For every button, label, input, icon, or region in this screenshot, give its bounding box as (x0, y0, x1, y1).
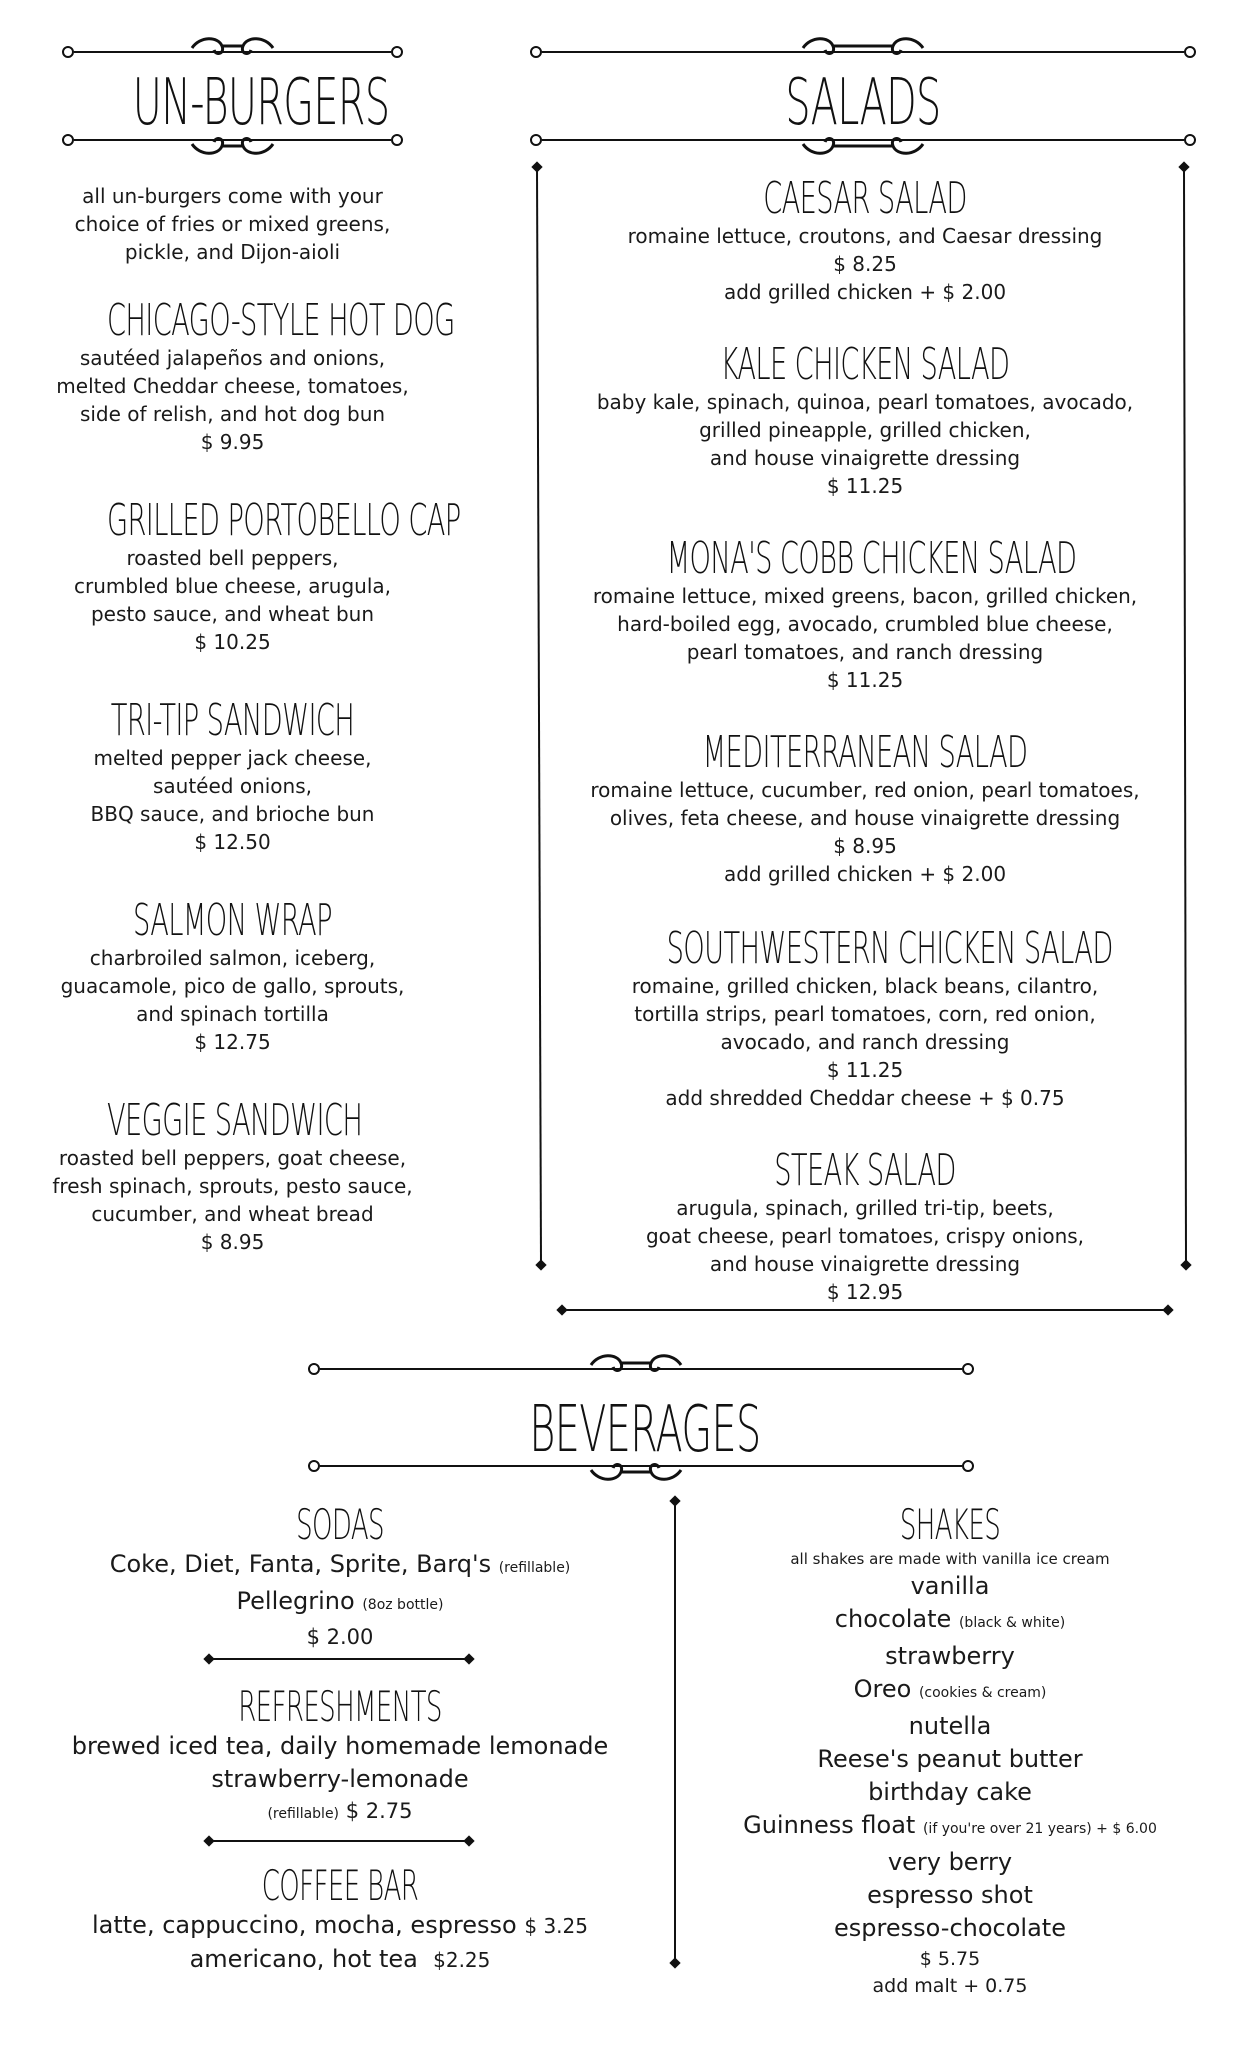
coffee-bar-section (60, 1863, 620, 1977)
shake-item: very berry (887, 1848, 1013, 1876)
shake-item: vanilla (910, 1572, 990, 1600)
shake-item: Guinness float (743, 1811, 916, 1839)
salads-bottom-ornament (528, 132, 1198, 160)
item-name: GRILLED PORTOBELLO CAP (106, 495, 461, 546)
intro-line: pickle, and Dijon-aioli (124, 240, 341, 264)
salad-mediterranean (545, 727, 1185, 888)
item-price: $ 11.25 (826, 474, 904, 498)
salad-monas-cobb (545, 533, 1185, 694)
intro-line: all un-burgers come with your (82, 184, 383, 208)
shake-note: (cookies & cream) (918, 1685, 1047, 1701)
beverages-bottom-ornament (306, 1458, 976, 1486)
sodas-divider (203, 1651, 475, 1667)
item-desc: side of relish, and hot dog bun (79, 402, 386, 426)
item-desc: pearl tomatoes, and ranch dressing (686, 640, 1044, 664)
menu-item-portobello (30, 495, 461, 656)
item-name: CAESAR SALAD (763, 173, 967, 224)
shake-item: chocolate (834, 1605, 952, 1633)
shake-item: Oreo (853, 1675, 912, 1703)
item-desc: romaine lettuce, mixed greens, bacon, grilled chicken, (592, 584, 1138, 608)
item-desc: roasted bell peppers, (126, 546, 339, 570)
item-desc: pesto sauce, and wheat bun (90, 602, 375, 626)
refreshments-title: REFRESHMENTS (238, 1682, 442, 1731)
salad-caesar (545, 173, 1185, 306)
item-desc: guacamole, pico de gallo, sprouts, (60, 974, 405, 998)
shakes-addon: add malt + 0.75 (872, 1975, 1028, 1997)
item-price: $ 11.25 (826, 1058, 904, 1082)
refreshments-section (60, 1684, 620, 1829)
shake-item: espresso-chocolate (834, 1914, 1066, 1942)
refreshments-line1: brewed iced tea, daily homemade lemonade (71, 1732, 609, 1760)
refreshments-line2: strawberry-lemonade (211, 1765, 469, 1793)
item-name: SOUTHWESTERN CHICKEN SALAD (666, 923, 1113, 974)
sodas-section (60, 1502, 620, 1652)
shake-note: (if you're over 21 years) + $ 6.00 (922, 1821, 1157, 1837)
shake-note: (black & white) (958, 1615, 1066, 1631)
sodas-title: SODAS (296, 1500, 384, 1549)
menu-item-chicago-hot-dog (30, 295, 455, 456)
item-desc: romaine, grilled chicken, black beans, cilantro, (631, 974, 1099, 998)
refreshments-note: (refillable) (267, 1806, 340, 1822)
item-desc: avocado, and ranch dressing (720, 1030, 1010, 1054)
item-name: SALMON WRAP (133, 895, 332, 946)
item-desc: and house vinaigrette dressing (709, 1252, 1021, 1276)
item-desc: olives, feta cheese, and house vinaigrette dressing (609, 806, 1121, 830)
refreshments-divider (203, 1833, 475, 1849)
item-desc: romaine lettuce, cucumber, red onion, pearl tomatoes, (590, 778, 1140, 802)
menu-item-tri-tip (30, 695, 435, 856)
sodas-line1-note: (refillable) (498, 1560, 571, 1576)
item-desc: grilled pineapple, grilled chicken, (699, 418, 1031, 442)
menu-item-veggie-sandwich (30, 1095, 435, 1256)
salad-kale-chicken (545, 339, 1185, 500)
item-name: KALE CHICKEN SALAD (720, 339, 1010, 390)
item-desc: baby kale, spinach, quinoa, pearl tomatoes, avocado, (596, 390, 1134, 414)
shake-item: strawberry (885, 1642, 1015, 1670)
item-desc: hard-boiled egg, avocado, crumbled blue cheese, (617, 612, 1113, 636)
refreshments-price: $ 2.75 (345, 1799, 413, 1823)
coffee-price2: $2.25 (433, 1948, 491, 1972)
shake-item: birthday cake (868, 1778, 1032, 1806)
salads-top-ornament (528, 30, 1198, 70)
item-price: $ 12.75 (194, 1030, 271, 1054)
item-desc: melted Cheddar cheese, tomatoes, (56, 374, 409, 398)
unburgers-bottom-ornament (60, 132, 405, 160)
item-price: $ 9.95 (200, 430, 265, 454)
salads-section-title: SALADS (785, 66, 941, 140)
unburgers-top-ornament (60, 30, 405, 70)
salad-southwestern-chicken (545, 923, 1185, 1112)
item-name: MEDITERRANEAN SALAD (702, 727, 1028, 778)
shakes-title: SHAKES (899, 1500, 1001, 1549)
item-desc: cucumber, and wheat bread (91, 1202, 374, 1226)
item-addon: add grilled chicken + $ 2.00 (723, 862, 1007, 886)
item-desc: sautéed jalapeños and onions, (79, 346, 386, 370)
item-price: $ 10.25 (194, 630, 271, 654)
unburgers-section-title: UN-BURGERS (132, 66, 390, 140)
intro-line: choice of fries or mixed greens, (74, 212, 391, 236)
shake-item: espresso shot (867, 1881, 1033, 1909)
item-addon: add shredded Cheddar cheese + $ 0.75 (665, 1086, 1065, 1110)
item-price: $ 8.95 (833, 834, 897, 858)
item-price: $ 12.95 (826, 1280, 904, 1304)
item-name: MONA'S COBB CHICKEN SALAD (666, 533, 1077, 584)
item-name: TRI-TIP SANDWICH (110, 695, 355, 746)
sodas-price: $ 2.00 (306, 1625, 374, 1649)
item-price: $ 8.25 (833, 252, 897, 276)
item-desc: and spinach tortilla (136, 1002, 329, 1026)
item-desc: sautéed onions, (152, 774, 312, 798)
item-desc: crumbled blue cheese, arugula, (74, 574, 391, 598)
item-price: $ 8.95 (200, 1230, 265, 1254)
beverages-top-ornament (306, 1347, 976, 1387)
menu-item-salmon-wrap (30, 895, 435, 1056)
coffee-price1: $ 3.25 (524, 1914, 588, 1938)
salad-steak (545, 1145, 1185, 1306)
item-desc: charbroiled salmon, iceberg, (89, 946, 376, 970)
item-price: $ 12.50 (194, 830, 271, 854)
shakes-price: $ 5.75 (919, 1948, 981, 1970)
sodas-line2: Pellegrino (236, 1587, 355, 1615)
beverages-section-title: BEVERAGES (529, 1393, 761, 1467)
item-desc: arugula, spinach, grilled tri-tip, beets, (676, 1196, 1054, 1220)
coffee-bar-title: COFFEE BAR (261, 1861, 419, 1910)
shake-item: nutella (908, 1712, 992, 1740)
sodas-line1: Coke, Diet, Fanta, Sprite, Barq's (109, 1550, 492, 1578)
item-addon: add grilled chicken + $ 2.00 (723, 280, 1007, 304)
item-desc: goat cheese, pearl tomatoes, crispy onions, (645, 1224, 1085, 1248)
item-desc: romaine lettuce, croutons, and Caesar dressing (627, 224, 1103, 248)
item-desc: BBQ sauce, and brioche bun (90, 802, 375, 826)
item-desc: melted pepper jack cheese, (93, 746, 372, 770)
shakes-intro: all shakes are made with vanilla ice cream (790, 1550, 1110, 1568)
coffee-line2: americano, hot tea (189, 1945, 418, 1973)
item-name: CHICAGO-STYLE HOT DOG (106, 295, 455, 346)
item-desc: tortilla strips, pearl tomatoes, corn, red onion, (634, 1002, 1096, 1026)
item-price: $ 11.25 (826, 668, 904, 692)
item-name: STEAK SALAD (774, 1145, 956, 1196)
item-name: VEGGIE SANDWICH (106, 1095, 363, 1146)
item-desc: and house vinaigrette dressing (709, 446, 1021, 470)
item-desc: roasted bell peppers, goat cheese, (58, 1146, 407, 1170)
beverages-column-divider (665, 1495, 685, 1975)
coffee-line1: latte, cappuccino, mocha, espresso (91, 1911, 517, 1939)
sodas-line2-note: (8oz bottle) (362, 1597, 444, 1613)
shake-item: Reese's peanut butter (817, 1745, 1083, 1773)
unburgers-intro (60, 182, 405, 266)
item-desc: fresh spinach, sprouts, pesto sauce, (52, 1174, 413, 1198)
shakes-section (700, 1502, 1200, 1999)
